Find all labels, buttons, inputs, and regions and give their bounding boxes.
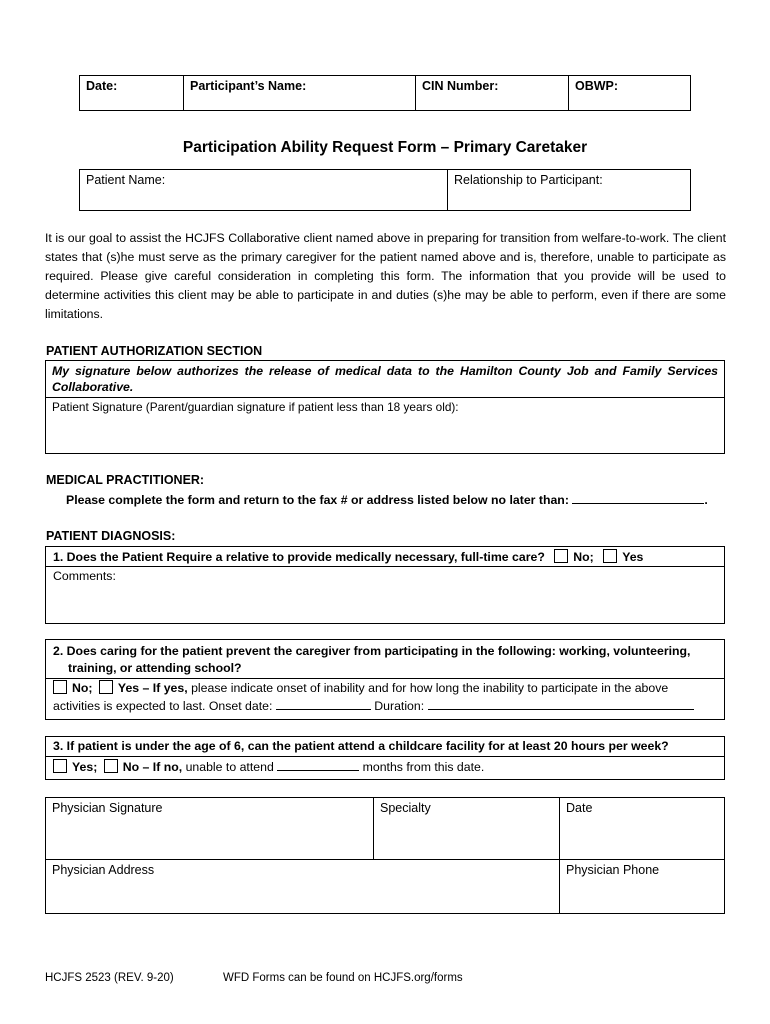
form-title: Participation Ability Request Form – Primary Caretaker bbox=[182, 139, 588, 156]
onset-date-label: activities is expected to last. Onset date: bbox=[53, 699, 273, 713]
question-1-yes-label: Yes bbox=[622, 550, 644, 564]
physician-date-label: Date bbox=[566, 801, 593, 815]
authorization-statement: My signature below authorizes the release of medical data to the Hamilton County Job and Family Services Collaborative. bbox=[52, 364, 718, 394]
question-1-row bbox=[53, 549, 643, 564]
question-1-no-checkbox[interactable] bbox=[554, 549, 568, 563]
question-3-yes-label: Yes; bbox=[72, 760, 98, 774]
question-2-text-line1: 2. Does caring for the patient prevent the caregiver from participating in the following: working, volunteering, bbox=[53, 644, 691, 658]
months-line[interactable] bbox=[277, 759, 359, 771]
cin-number-label: CIN Number: bbox=[422, 79, 499, 93]
specialty-field[interactable] bbox=[374, 798, 560, 860]
footer-form-number: HCJFS 2523 (REV. 9-20) bbox=[45, 972, 174, 984]
obwp-label: OBWP: bbox=[575, 79, 619, 93]
question-1-box bbox=[45, 546, 725, 624]
question-2-text-line2: training, or attending school? bbox=[68, 661, 242, 675]
physician-phone-label: Physician Phone bbox=[566, 863, 660, 877]
question-2-no-label: No; bbox=[72, 681, 93, 695]
authorization-box bbox=[45, 360, 725, 454]
question-3-no-label: No – If no, bbox=[122, 760, 183, 774]
patient-name-label: Patient Name: bbox=[86, 173, 166, 187]
header-table bbox=[79, 75, 691, 111]
question-2-dates-row bbox=[53, 698, 694, 713]
participant-name-label: Participant’s Name: bbox=[190, 79, 307, 93]
question-3-box bbox=[45, 736, 725, 780]
physician-address-label: Physician Address bbox=[52, 863, 155, 877]
duration-line[interactable] bbox=[428, 698, 694, 710]
practitioner-heading: MEDICAL PRACTITIONER: bbox=[46, 473, 205, 487]
patient-signature-field[interactable] bbox=[46, 398, 724, 453]
physician-phone-field[interactable] bbox=[560, 860, 725, 914]
relationship-field[interactable] bbox=[448, 170, 691, 211]
onset-date-line[interactable] bbox=[276, 698, 371, 710]
duration-label: Duration: bbox=[374, 699, 425, 713]
obwp-field[interactable] bbox=[569, 76, 691, 111]
physician-address-field[interactable] bbox=[46, 860, 560, 914]
question-1-text: 1. Does the Patient Require a relative to provide medically necessary, full-time care? bbox=[53, 550, 545, 564]
comments-label: Comments: bbox=[53, 569, 116, 583]
participant-name-field[interactable] bbox=[184, 76, 416, 111]
question-2-yes-checkbox[interactable] bbox=[99, 680, 113, 694]
relationship-label: Relationship to Participant: bbox=[454, 173, 603, 187]
practitioner-instruction-end: . bbox=[704, 493, 708, 507]
question-3-no-checkbox[interactable] bbox=[104, 759, 118, 773]
physician-signature-field[interactable] bbox=[46, 798, 374, 860]
specialty-label: Specialty bbox=[380, 801, 431, 815]
comments-field[interactable] bbox=[46, 567, 724, 623]
physician-signature-label: Physician Signature bbox=[52, 801, 163, 815]
physician-table bbox=[45, 797, 725, 914]
date-label: Date: bbox=[86, 79, 118, 93]
patient-signature-label: Patient Signature (Parent/guardian signature if patient less than 18 years old): bbox=[52, 400, 459, 414]
question-2-no-checkbox[interactable] bbox=[53, 680, 67, 694]
patient-name-field[interactable] bbox=[80, 170, 448, 211]
question-3-answer-row bbox=[53, 759, 484, 774]
question-3-no-rest: unable to attend bbox=[182, 760, 274, 774]
question-1-yes-checkbox[interactable] bbox=[603, 549, 617, 563]
question-2-box bbox=[45, 639, 725, 720]
question-1-no-label: No; bbox=[573, 550, 594, 564]
intro-paragraph: It is our goal to assist the HCJFS Collaborative client named above in preparing for transition from welfare-to-work. The client states that (s)he must serve as the primary caregiver for the patient named above and is, therefore, unable to participate as required. Please give careful consideration in completing this form. The information that you provide will be used to determine activities this client may be able to participate in and duties (s)he may be able to perform, even if there are some limitations. bbox=[45, 231, 726, 321]
question-2-yes-rest: please indicate onset of inability and for how long the inability to participate in the above bbox=[187, 681, 669, 695]
question-2-yes-label: Yes – If yes, bbox=[117, 681, 188, 695]
date-field[interactable] bbox=[80, 76, 184, 111]
deadline-date-line[interactable] bbox=[572, 492, 704, 504]
cin-number-field[interactable] bbox=[416, 76, 569, 111]
question-2-answer-row bbox=[53, 680, 668, 695]
authorization-heading: PATIENT AUTHORIZATION SECTION bbox=[46, 344, 263, 358]
question-3-tail: months from this date. bbox=[362, 760, 485, 774]
diagnosis-heading: PATIENT DIAGNOSIS: bbox=[46, 529, 176, 543]
question-3-yes-checkbox[interactable] bbox=[53, 759, 67, 773]
question-3-text: 3. If patient is under the age of 6, can the patient attend a childcare facility for at least 20 hours per week? bbox=[53, 739, 669, 753]
patient-table bbox=[79, 169, 691, 211]
physician-date-field[interactable] bbox=[560, 798, 725, 860]
footer-forms-note: WFD Forms can be found on HCJFS.org/forms bbox=[223, 972, 463, 984]
practitioner-instruction: Please complete the form and return to the fax # or address listed below no later than: bbox=[66, 493, 569, 507]
practitioner-instruction-line bbox=[66, 492, 708, 507]
